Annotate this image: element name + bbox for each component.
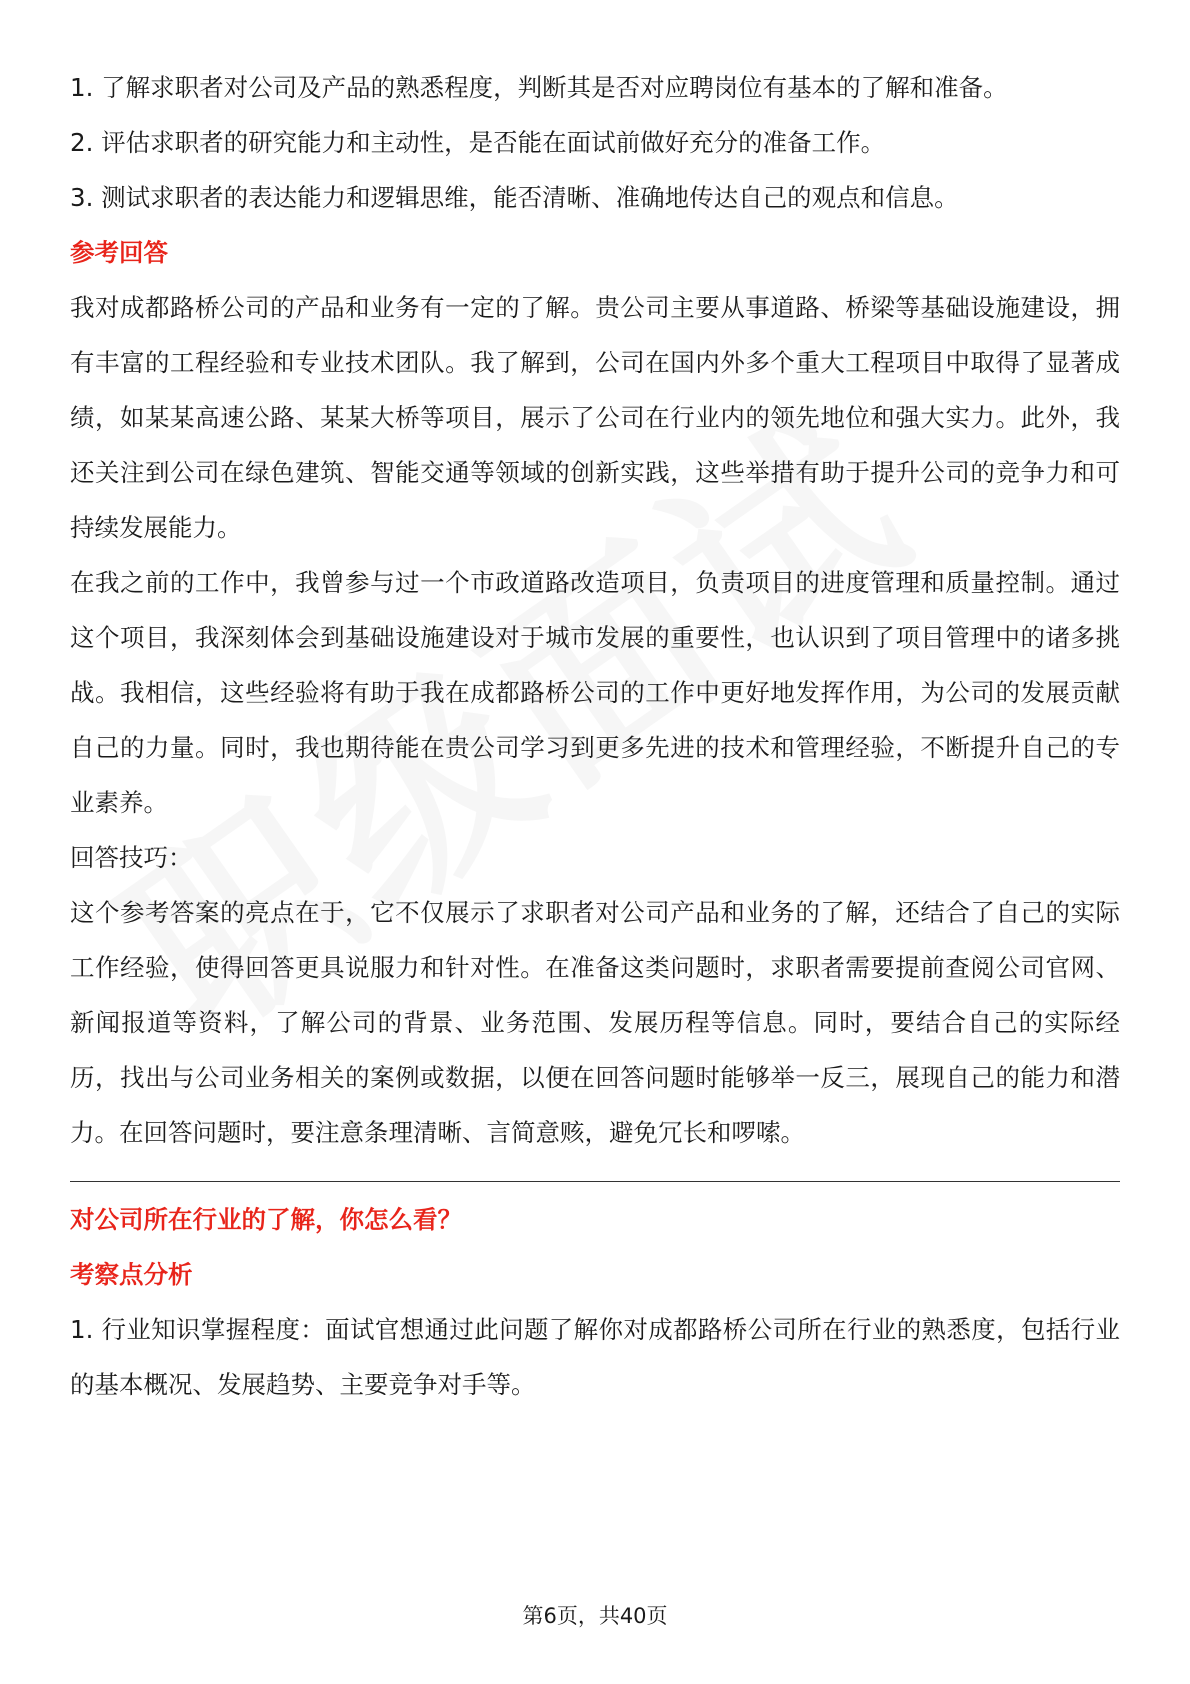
- point-1: 1. 了解求职者对公司及产品的熟悉程度，判断其是否对应聘岗位有基本的了解和准备。: [70, 73, 1008, 102]
- point-3: 3. 测试求职者的表达能力和逻辑思维，能否清晰、准确地传达自己的观点和信息。: [70, 183, 959, 212]
- point-2: 2. 评估求职者的研究能力和主动性，是否能在面试前做好充分的准备工作。: [70, 128, 886, 157]
- answer-paragraph-2: 在我之前的工作中，我曾参与过一个市政道路改造项目，负责项目的进度管理和质量控制。通过这个项目，我深刻体会到基础设施建设对于城市发展的重要性，也认识到了项目管理中的诸多挑战。我相信，这些经验将有助于我在成都路桥公司的工作中更好地发挥作用，为公司的发展贡献自己的力量。同时，我也期待能在贵公司学习到更多先进的技术和管理经验，不断提升自己的专业素养。: [70, 568, 1120, 817]
- analysis-point-1: 1. 行业知识掌握程度：面试官想通过此问题了解你对成都路桥公司所在行业的熟悉度，包括行业的基本概况、发展趋势、主要竞争对手等。: [70, 1315, 1120, 1399]
- answer-paragraph-1: 我对成都路桥公司的产品和业务有一定的了解。贵公司主要从事道路、桥梁等基础设施建设，拥有丰富的工程经验和专业技术团队。我了解到，公司在国内外多个重大工程项目中取得了显著成绩，如某某高速公路、某某大桥等项目，展示了公司在行业内的领先地位和强大实力。此外，我还关注到公司在绿色建筑、智能交通等领域的创新实践，这些举措有助于提升公司的竞争力和可持续发展能力。: [70, 293, 1120, 542]
- document-body: [70, 60, 1120, 1412]
- section-heading-analysis: 考察点分析: [70, 1260, 193, 1289]
- section-heading-reference-answer: 参考回答: [70, 238, 168, 267]
- tips-label: 回答技巧：: [70, 843, 193, 872]
- page-number: 第6页，共40页: [522, 1604, 668, 1628]
- section-divider: [70, 1181, 1120, 1182]
- tips-paragraph: 这个参考答案的亮点在于，它不仅展示了求职者对公司产品和业务的了解，还结合了自己的实际工作经验，使得回答更具说服力和针对性。在准备这类问题时，求职者需要提前查阅公司官网、新闻报道等资料，了解公司的背景、业务范围、发展历程等信息。同时，要结合自己的实际经历，找出与公司业务相关的案例或数据，以便在回答问题时能够举一反三，展现自己的能力和潜力。在回答问题时，要注意条理清晰、言简意赅，避免冗长和啰嗦。: [70, 898, 1120, 1147]
- question-title: 对公司所在行业的了解，你怎么看？: [70, 1205, 462, 1234]
